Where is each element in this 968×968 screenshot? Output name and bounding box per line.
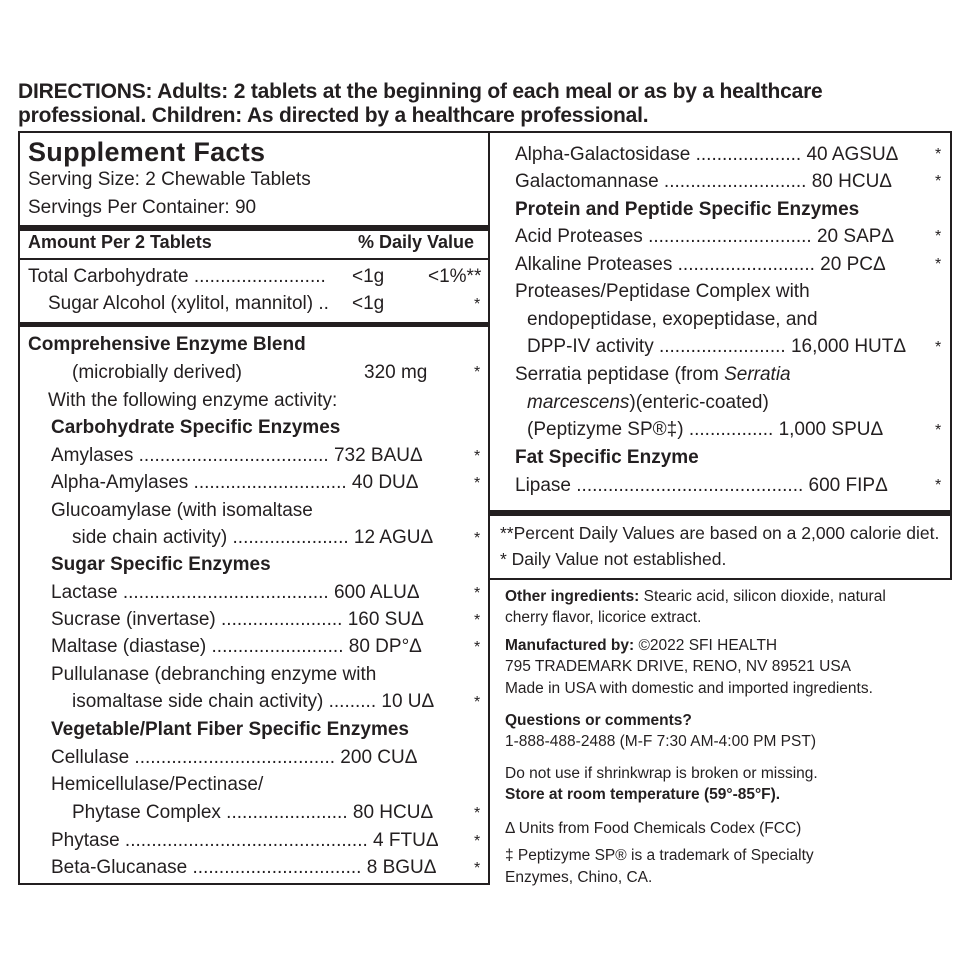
pullulanase-line-2: isomaltase side chain activity) ......... 10 UΔ <box>72 691 435 712</box>
marcescens-italic: marcescens <box>527 392 630 413</box>
maltase-row: Maltase (diastase) ......................... 80 DP°Δ <box>51 636 422 657</box>
protease-complex-line-1: Proteases/Peptidase Complex with <box>515 281 810 302</box>
sugar-enzymes-header: Sugar Specific Enzymes <box>51 554 271 575</box>
serratia-line-3: (Peptizyme SP®‡) ................ 1,000 SPUΔ <box>527 419 884 440</box>
glucoamylase-line-2: side chain activity) ...................... 12 AGUΔ <box>72 527 434 548</box>
glucoamylase-star: * <box>474 530 481 547</box>
alpha-galactosidase-star: * <box>935 146 942 163</box>
manufactured-by <box>505 637 777 655</box>
carb-enzymes-header: Carbohydrate Specific Enzymes <box>51 417 341 438</box>
footnote-not-established: * Daily Value not established. <box>500 549 727 569</box>
sugar-alcohol-dv: * <box>474 296 481 313</box>
total-carbohydrate-label: Total Carbohydrate ......................... <box>28 266 326 287</box>
amylases-star: * <box>474 448 481 465</box>
alpha-amylases-star: * <box>474 475 481 492</box>
protein-enzymes-header: Protein and Peptide Specific Enzymes <box>515 199 860 220</box>
shrinkwrap-warning: Do not use if shrinkwrap is broken or missing. <box>505 765 818 782</box>
alkaline-proteases-star: * <box>935 256 942 273</box>
serratia-line-2 <box>527 392 769 414</box>
serratia-line-1 <box>515 364 791 386</box>
lactase-row: Lactase ....................................... 600 ALUΔ <box>51 582 420 603</box>
galactomannase-row: Galactomannase ........................... 80 HCUΔ <box>515 171 892 192</box>
amylases-row: Amylases .................................... 732 BAUΔ <box>51 445 423 466</box>
phone-number: 1-888-488-2488 (M-F 7:30 AM-4:00 PM PST) <box>505 733 816 750</box>
other-ingredients-text: Stearic acid, silicon dioxide, natural <box>639 588 886 605</box>
maltase-star: * <box>474 639 481 656</box>
protease-complex-line-2: endopeptidase, exopeptidase, and <box>527 309 818 330</box>
total-carbohydrate-amount: <1g <box>352 266 385 287</box>
glucoamylase-line-1: Glucoamylase (with isomaltase <box>51 500 313 521</box>
acid-proteases-row: Acid Proteases ............................... 20 SAPΔ <box>515 226 895 247</box>
footnote-daily-values: **Percent Daily Values are based on a 2,000 calorie diet. <box>500 523 940 543</box>
manufactured-by-text: ©2022 SFI HEALTH <box>634 637 778 654</box>
veg-enzymes-header: Vegetable/Plant Fiber Specific Enzymes <box>51 719 409 740</box>
sugar-alcohol-amount: <1g <box>352 293 385 314</box>
made-in-usa: Made in USA with domestic and imported ingredients. <box>505 680 873 697</box>
address: 795 TRADEMARK DRIVE, RENO, NV 89521 USA <box>505 658 852 675</box>
servings-per-container: Servings Per Container: 90 <box>28 197 257 218</box>
other-ingredients-label: Other ingredients: <box>505 588 640 605</box>
daily-value-header: % Daily Value <box>358 232 475 252</box>
trademark-note-line-1: ‡ Peptizyme SP® is a trademark of Specialty <box>505 847 814 864</box>
other-ingredients-line-1 <box>505 588 886 606</box>
sucrase-star: * <box>474 612 481 629</box>
sucrase-row: Sucrase (invertase) ....................... 160 SUΔ <box>51 609 424 630</box>
questions-heading: Questions or comments? <box>505 712 692 729</box>
phytase-row: Phytase .............................................. 4 FTUΔ <box>51 830 439 851</box>
protease-complex-line-3: DPP-IV activity ........................ 16,000 HUTΔ <box>527 336 907 357</box>
manufactured-by-label: Manufactured by: <box>505 637 635 654</box>
blend-amount: 320 mg <box>364 362 428 383</box>
blend-star: * <box>474 364 481 381</box>
activity-intro: With the following enzyme activity: <box>48 390 338 411</box>
directions-line-1: DIRECTIONS: Adults: 2 tablets at the beginning of each meal or as by a healthcare <box>18 80 823 103</box>
supplement-facts-title: Supplement Facts <box>28 137 266 167</box>
blend-title: Comprehensive Enzyme Blend <box>28 334 306 355</box>
serratia-line-1-text: Serratia peptidase (from <box>515 364 725 385</box>
sugar-alcohol-label: Sugar Alcohol (xylitol, mannitol) .. <box>48 293 329 314</box>
lipase-star: * <box>935 477 942 494</box>
acid-proteases-star: * <box>935 228 942 245</box>
beta-glucanase-row: Beta-Glucanase ................................ 8 BGUΔ <box>51 857 437 878</box>
amount-header: Amount Per 2 Tablets <box>28 232 212 252</box>
serratia-star: * <box>935 422 942 439</box>
total-carbohydrate-dv: <1%** <box>428 266 482 287</box>
hemicellulase-line-1: Hemicellulase/Pectinase/ <box>51 774 264 795</box>
protease-complex-star: * <box>935 339 942 356</box>
alkaline-proteases-row: Alkaline Proteases .......................... 20 PCΔ <box>515 254 886 275</box>
hemicellulase-line-2: Phytase Complex ....................... 80 HCUΔ <box>72 802 434 823</box>
hemicellulase-star: * <box>474 805 481 822</box>
phytase-star: * <box>474 833 481 850</box>
other-ingredients-line-2: cherry flavor, licorice extract. <box>505 609 702 626</box>
pullulanase-line-1: Pullulanase (debranching enzyme with <box>51 664 377 685</box>
serratia-line-2-text: )(enteric-coated) <box>629 392 769 413</box>
alpha-amylases-row: Alpha-Amylases ............................. 40 DUΔ <box>51 472 419 493</box>
pullulanase-star: * <box>474 694 481 711</box>
lactase-star: * <box>474 585 481 602</box>
thick-rule-2 <box>20 322 488 327</box>
trademark-note-line-2: Enzymes, Chino, CA. <box>505 869 653 886</box>
lipase-row: Lipase ........................................... 600 FIPΔ <box>515 475 888 496</box>
thick-rule-1 <box>20 225 488 231</box>
directions-line-2: professional. Children: As directed by a healthcare professional. <box>18 104 649 127</box>
blend-subtitle: (microbially derived) <box>72 362 242 383</box>
fat-enzyme-header: Fat Specific Enzyme <box>515 447 699 468</box>
cellulase-row: Cellulase ...................................... 200 CUΔ <box>51 747 418 768</box>
alpha-galactosidase-row: Alpha-Galactosidase .................... 40 AGSUΔ <box>515 144 899 165</box>
storage-instructions: Store at room temperature (59°-85°F). <box>505 786 781 803</box>
units-note: Δ Units from Food Chemicals Codex (FCC) <box>505 820 802 837</box>
galactomannase-star: * <box>935 173 942 190</box>
thin-rule-1 <box>20 258 488 260</box>
beta-glucanase-star: * <box>474 860 481 877</box>
serratia-italic: Serratia <box>724 364 791 385</box>
thick-rule-right <box>490 510 950 516</box>
serving-size: Serving Size: 2 Chewable Tablets <box>28 169 311 190</box>
